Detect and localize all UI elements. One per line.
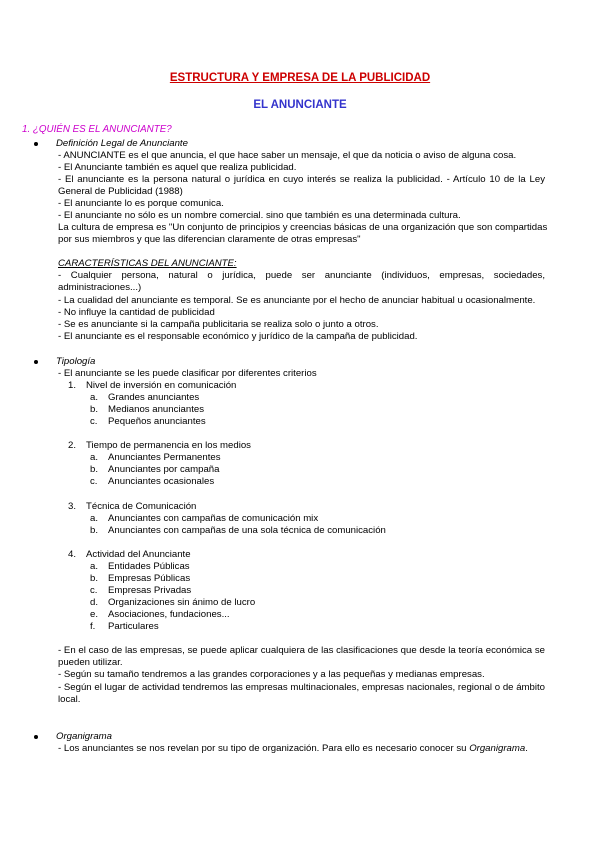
- list-item: b. Anunciantes con campañas de una sola técnica de comunicación: [90, 525, 386, 536]
- bullet-dot-icon: [34, 142, 38, 146]
- tipologia-closing-line: - Según el lugar de actividad tendremos las empresas multinacionales, empresas nacionales, regional o de ámbito: [58, 682, 545, 693]
- tipologia-closing-line: local.: [58, 694, 81, 705]
- organigrama-emphasis: Organigrama: [469, 743, 526, 754]
- tipologia-closing-line: - Según su tamaño tendremos a las grandes corporaciones y a las pequeñas y medianas empresas.: [58, 669, 485, 680]
- list-item: e. Asociaciones, fundaciones...: [90, 609, 230, 620]
- bullet-label-organigrama: Organigrama: [56, 731, 112, 742]
- definicion-line: La cultura de empresa es "Un conjunto de principios y creencias básicas de una organización que son compartidas: [58, 222, 548, 233]
- bullet-dot-icon: [34, 360, 38, 364]
- definicion-line: - El anunciante lo es porque comunica.: [58, 198, 224, 209]
- tipologia-group: 4. Actividad del Anunciante: [68, 549, 191, 560]
- tipologia-group: 2. Tiempo de permanencia en los medios: [68, 440, 251, 451]
- list-item: a. Anunciantes Permanentes: [90, 452, 221, 463]
- list-item: c. Anunciantes ocasionales: [90, 476, 215, 487]
- caracteristicas-heading: CARACTERÍSTICAS DEL ANUNCIANTE:: [58, 258, 237, 269]
- caracteristicas-line: administraciones...): [58, 282, 142, 293]
- document-subtitle: EL ANUNCIANTE: [253, 99, 347, 111]
- definicion-line: - El Anunciante también es aquel que realiza publicidad.: [58, 162, 297, 173]
- list-item: d. Organizaciones sin ánimo de lucro: [90, 597, 256, 608]
- bullet-dot-icon: [34, 735, 38, 739]
- list-item: c. Empresas Privadas: [90, 585, 192, 596]
- tipologia-intro: - El anunciante se les puede clasificar por diferentes criterios: [58, 368, 317, 379]
- caracteristicas-line: - Se es anunciante si la campaña publicitaria se realiza solo o junto a otros.: [58, 319, 379, 330]
- list-item: a. Anunciantes con campañas de comunicación mix: [90, 513, 319, 524]
- list-item: b. Medianos anunciantes: [90, 404, 205, 415]
- definicion-line: General de Publicidad (1988): [58, 186, 183, 197]
- caracteristicas-line: - El anunciante es el responsable económico y jurídico de la campaña de publicidad.: [58, 331, 418, 342]
- section-heading-1: 1. ¿QUIÉN ES EL ANUNCIANTE?: [22, 124, 172, 135]
- definicion-line: - El anunciante es la persona natural o jurídica en cuyo interés se realiza la publicidad. - Artículo 10 de la Ley: [58, 174, 545, 185]
- tipologia-closing-line: pueden utilizar.: [58, 657, 123, 668]
- tipologia-group: 1. Nivel de inversión en comunicación: [68, 380, 237, 391]
- definicion-line: - ANUNCIANTE es el que anuncia, el que hace saber un mensaje, el que da noticia o aviso de alguna cosa.: [58, 150, 517, 161]
- definicion-line: - El anunciante no sólo es un nombre comercial. sino que también es una determinada cultura.: [58, 210, 461, 221]
- organigrama-line: - Los anunciantes se nos revelan por su tipo de organización. Para ello es necesario conocer su Organigrama.: [58, 743, 528, 754]
- caracteristicas-line: - No influye la cantidad de publicidad: [58, 307, 215, 318]
- caracteristicas-line: - La cualidad del anunciante es temporal. Se es anunciante por el hecho de anunciar habitual u ocasionalmente.: [58, 295, 536, 306]
- document-title: ESTRUCTURA Y EMPRESA DE LA PUBLICIDAD: [169, 72, 431, 84]
- list-item: b. Empresas Públicas: [90, 573, 191, 584]
- bullet-label-definicion: Definición Legal de Anunciante: [56, 138, 188, 149]
- tipologia-group: 3. Técnica de Comunicación: [68, 501, 197, 512]
- list-item: a. Grandes anunciantes: [90, 392, 200, 403]
- list-item: c. Pequeños anunciantes: [90, 416, 206, 427]
- list-item: b. Anunciantes por campaña: [90, 464, 220, 475]
- caracteristicas-line: - Cualquier persona, natural o jurídica, puede ser anunciante (individuos, empresas, sociedades,: [58, 270, 545, 281]
- bullet-label-tipologia: Tipología: [56, 356, 96, 367]
- list-item: a. Entidades Públicas: [90, 561, 190, 572]
- list-item: f. Particulares: [90, 621, 159, 632]
- tipologia-closing-line: - En el caso de las empresas, se puede aplicar cualquiera de las clasificaciones que desde la teoría económica se: [58, 645, 545, 656]
- definicion-line: por sus miembros y que las diferencian claramente de otras empresas": [58, 234, 361, 245]
